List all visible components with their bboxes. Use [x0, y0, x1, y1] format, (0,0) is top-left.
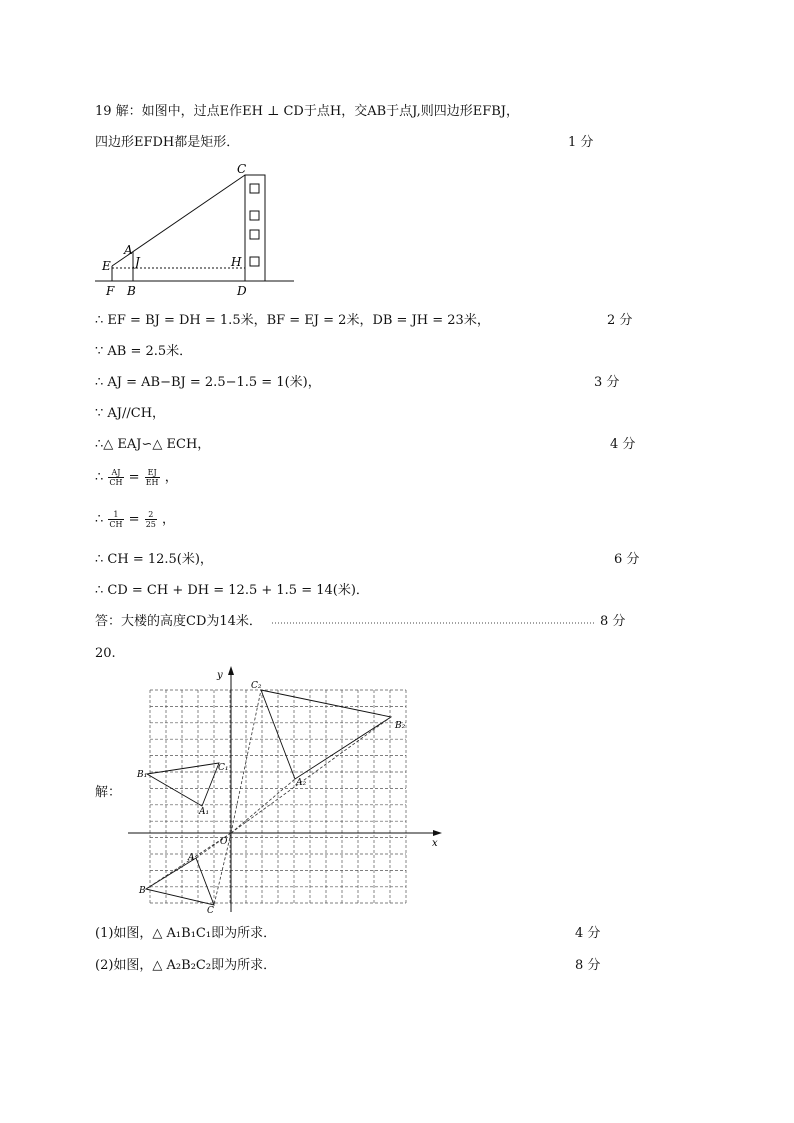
label-H: H	[231, 255, 242, 269]
q20-jie: 解：	[95, 785, 122, 800]
q19-step-5: ∴△ EAJ∽△ ECH，	[95, 437, 211, 452]
q19-rect-statement: 四边形EFDH都是矩形．	[95, 135, 240, 150]
q19-step-1: ∴ EF = BJ = DH = 1.5米，BF = EJ = 2米，DB = JH = 23米，	[95, 313, 490, 328]
label-C: C	[237, 162, 247, 176]
label-A1: A₁	[199, 807, 210, 817]
q19-intro: 19 解：如图中，过点E作EH ⊥ CD于点H，交AB于点J,则四边形EFBJ，	[95, 104, 519, 119]
q19-score-3: 3 分	[594, 375, 620, 390]
q20-score-8: 8 分	[575, 958, 601, 973]
q20-part-2: (2)如图，△ A₂B₂C₂即为所求．	[95, 958, 277, 973]
fraction-aj-ch: $\frac{AJ}{CH}$	[109, 468, 123, 487]
q19-step-6: ∴ $\frac{AJ}{CH}$ = $\frac{EJ}{EH}$ ，	[95, 468, 178, 487]
label-y-axis: y	[217, 670, 223, 681]
q20-label: 20.	[95, 646, 116, 661]
q19-score-6: 6 分	[614, 552, 640, 567]
coordinate-grid-figure	[120, 660, 450, 915]
label-A: A	[188, 853, 195, 863]
label-D: D	[237, 284, 247, 298]
fraction-ej-eh: $\frac{EJ}{EH}$	[145, 468, 159, 487]
label-C2: C₂	[251, 681, 262, 691]
q20-score-4: 4 分	[575, 926, 601, 941]
label-B: B	[127, 284, 136, 298]
label-J: J	[135, 255, 140, 269]
q19-answer: 答：大楼的高度CD为14米．	[95, 614, 262, 629]
building-figure	[90, 158, 300, 300]
dotted-leader	[272, 620, 598, 626]
label-E: E	[102, 259, 111, 273]
q19-score-4: 4 分	[610, 437, 636, 452]
q19-score-8: 8 分	[600, 614, 626, 629]
label-origin: O	[220, 837, 228, 847]
q19-step-8: ∴ CH = 12.5(米)，	[95, 552, 213, 567]
therefore-symbol: ∴	[95, 470, 104, 485]
q19-step-2: ∵ AB = 2.5米．	[95, 344, 193, 359]
q19-step-4: ∵ AJ//CH，	[95, 406, 166, 421]
q19-step-9: ∴ CD = CH + DH = 12.5 + 1.5 = 14(米)．	[95, 583, 369, 598]
q19-score-2: 2 分	[607, 313, 633, 328]
label-B2: B₂	[395, 721, 406, 731]
q19-step-7: ∴ $\frac{1}{CH}$ = $\frac{2}{25}$ ，	[95, 510, 176, 529]
label-C: C	[207, 906, 214, 915]
q19-step-3: ∴ AJ = AB−BJ = 2.5−1.5 = 1(米)，	[95, 375, 321, 390]
fraction-1-ch: $\frac{1}{CH}$	[109, 510, 123, 529]
q19-score-1: 1 分	[568, 135, 594, 150]
therefore-symbol: ∴	[95, 512, 104, 527]
q20-part-1: (1)如图，△ A₁B₁C₁即为所求．	[95, 926, 277, 941]
label-B1: B₁	[137, 770, 148, 780]
label-B: B	[139, 886, 146, 896]
label-C1: C₁	[218, 763, 229, 773]
label-F: F	[106, 284, 115, 298]
label-A2: A₂	[296, 778, 307, 788]
label-A: A	[124, 243, 133, 257]
label-x-axis: x	[432, 838, 438, 849]
fraction-2-25: $\frac{2}{25}$	[145, 510, 156, 529]
